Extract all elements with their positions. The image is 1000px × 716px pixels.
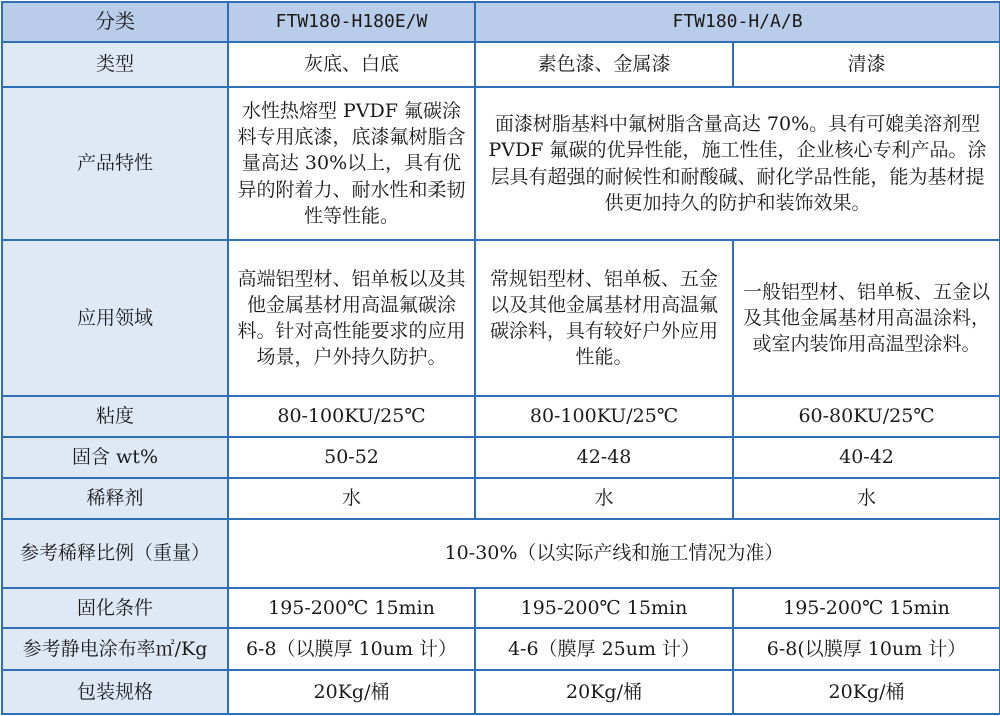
features-b: 面漆树脂基料中氟树脂含量高达 70%。具有可媲美溶剂型 PVDF 氟碳的优异性能，施工性佳，企业核心专利产品。涂层具有超强的耐候性和耐酸碱、耐化学品性能，能为基材提供更加持久的防护和装饰效果。 [475, 87, 1000, 240]
curing-a: 195-200℃ 15min [228, 588, 475, 628]
application-b2: 一般铝型材、铝单板、五金以及其他金属基材用高温涂料，或室内装饰用高温型涂料。 [733, 240, 1000, 396]
viscosity-a: 80-100KU/25℃ [228, 396, 475, 437]
product-a-header: FTW180-H180E/W [228, 2, 475, 42]
solids-row [2, 437, 1000, 478]
application-label: 应用领域 [2, 240, 228, 396]
type-b1: 素色漆、金属漆 [475, 42, 733, 87]
product-b-header: FTW180-H/A/B [475, 2, 1000, 42]
diluent-label: 稀释剂 [2, 478, 228, 519]
packaging-b2: 20Kg/桶 [733, 670, 1000, 714]
type-row [2, 42, 1000, 87]
diluent-a: 水 [228, 478, 475, 519]
solids-a: 50-52 [228, 437, 475, 478]
solids-b1: 42-48 [475, 437, 733, 478]
dilution-ratio-row [2, 519, 1000, 588]
features-a: 水性热熔型 PVDF 氟碳涂料专用底漆，底漆氟树脂含量高达 30%以上，具有优异的附着力、耐水性和柔韧性等性能。 [228, 87, 475, 240]
viscosity-row [2, 396, 1000, 437]
type-b2: 清漆 [733, 42, 1000, 87]
curing-b2: 195-200℃ 15min [733, 588, 1000, 628]
coverage-row [2, 628, 1000, 670]
dilution-ratio-value: 10-30%（以实际产线和施工情况为准） [228, 519, 1000, 588]
type-a: 灰底、白底 [228, 42, 475, 87]
type-label: 类型 [2, 42, 228, 87]
coverage-a: 6-8（以膜厚 10um 计） [228, 628, 475, 670]
packaging-b1: 20Kg/桶 [475, 670, 733, 714]
packaging-label: 包装规格 [2, 670, 228, 714]
curing-b1: 195-200℃ 15min [475, 588, 733, 628]
product-spec-table [1, 1, 1000, 715]
coverage-b1: 4-6（膜厚 25um 计） [475, 628, 733, 670]
header-row [2, 2, 1000, 42]
features-label: 产品特性 [2, 87, 228, 240]
dilution-ratio-label: 参考稀释比例（重量） [2, 519, 228, 588]
application-a: 高端铝型材、铝单板以及其他金属基材用高温氟碳涂料。针对高性能要求的应用场景，户外持久防护。 [228, 240, 475, 396]
application-b1: 常规铝型材、铝单板、五金以及其他金属基材用高温氟碳涂料，具有较好户外应用性能。 [475, 240, 733, 396]
viscosity-label: 粘度 [2, 396, 228, 437]
coverage-b2: 6-8(以膜厚 10um 计） [733, 628, 1000, 670]
solids-label: 固含 wt% [2, 437, 228, 478]
packaging-row [2, 670, 1000, 714]
features-row [2, 87, 1000, 240]
application-row [2, 240, 1000, 396]
viscosity-b2: 60-80KU/25℃ [733, 396, 1000, 437]
solids-b2: 40-42 [733, 437, 1000, 478]
packaging-a: 20Kg/桶 [228, 670, 475, 714]
curing-row [2, 588, 1000, 628]
diluent-b1: 水 [475, 478, 733, 519]
category-header: 分类 [2, 2, 228, 42]
viscosity-b1: 80-100KU/25℃ [475, 396, 733, 437]
diluent-b2: 水 [733, 478, 1000, 519]
coverage-label: 参考静电涂布率㎡/Kg [2, 628, 228, 670]
curing-label: 固化条件 [2, 588, 228, 628]
diluent-row [2, 478, 1000, 519]
